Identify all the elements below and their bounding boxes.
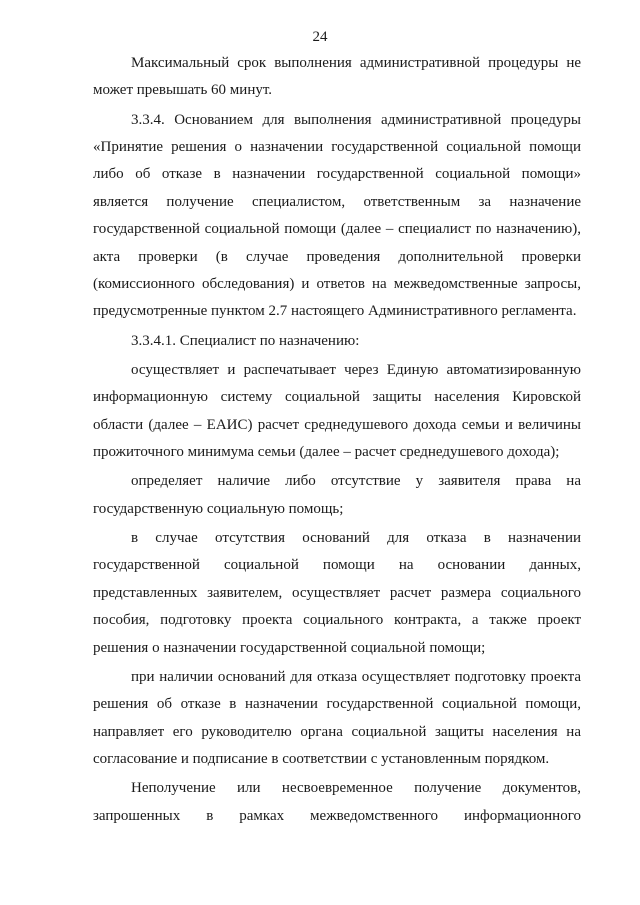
paragraph-eligibility: определяет наличие либо отсутствие у заявителя права на государственную социальную помощь; — [93, 473, 581, 517]
page-number: 24 — [312, 29, 328, 45]
paragraph-time-limit: Максимальный срок выполнения административной процедуры не может превышать 60 минут. — [93, 55, 581, 99]
paragraph-3-3-4: 3.3.4. Основанием для выполнения административной процедуры «Принятие решения о назначении государственной социальной помощи либо об отказе в назначении государственной социальной помощи» является получение специалистом, ответственным за назначение государственной социальной помощи (далее – специалист по назначению), акта проверки (в случае проведения дополнительной проверки (комиссионного обследования) и ответов на межведомственные запросы, предусмотренные пунктом 2.7 настоящего Административного регламента. — [93, 111, 581, 320]
paragraph-documents: Неполучение или несвоевременное получение документов, запрошенных в рамках межведомственного информационного — [93, 780, 581, 824]
paragraph-calculation: осуществляет и распечатывает через Единую автоматизированную информационную систему социальной защиты населения Кировской области (далее – ЕАИС) расчет среднедушевого дохода семьи и величины прожиточного минимума семьи (далее – расчет среднедушевого дохода); — [93, 361, 581, 461]
paragraph-3-3-4-1: 3.3.4.1. Специалист по назначению: — [131, 332, 360, 349]
paragraph-no-refusal: в случае отсутствия оснований для отказа в назначении государственной социальной помощи на основании данных, представленных заявителем, осуществляет расчет размера социального пособия, подготовку проекта социального контракта, а также проект решения о назначении государственной социальной помощи; — [93, 529, 581, 656]
document-body — [93, 50, 581, 832]
paragraph-refusal: при наличии оснований для отказа осуществляет подготовку проекта решения об отказе в назначении государственной социальной помощи, направляет его руководителю органа социальной защиты населения на согласование и подписание в соответствии с установленным порядком. — [93, 668, 581, 767]
